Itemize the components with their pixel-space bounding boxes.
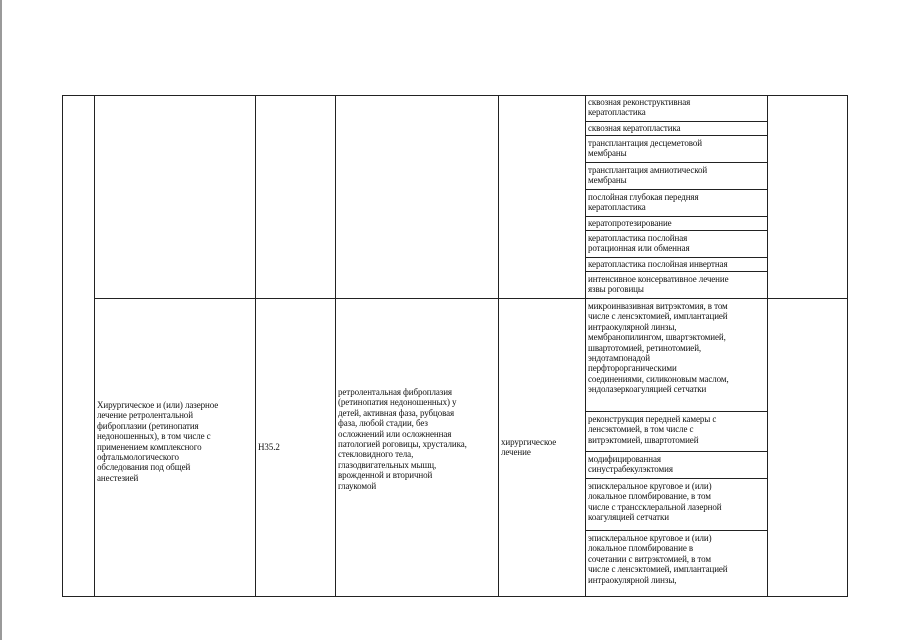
col-border-3	[335, 95, 336, 597]
method-divider	[586, 230, 767, 231]
col-border-6	[767, 95, 768, 597]
method-text: трансплантация десцеметовой мембраны	[588, 138, 702, 159]
method-divider	[586, 216, 767, 217]
col-border-2	[255, 95, 256, 597]
icd-code: H35.2	[258, 442, 280, 452]
method-text: кератопластика послойная инвертная	[588, 259, 728, 269]
patient-model: ретролентальная фиброплазия (ретинопатия недоношенных) у детей, активная фаза, рубцовая фаза, любой стадии, без осложнений или осложненная патологией роговицы, хрусталика, стекловидного тела, глазодвигательных мышц, врожденной и вторичной глаукомой	[338, 387, 467, 491]
method-divider	[586, 162, 767, 163]
col-border-5	[585, 95, 586, 597]
method-text: эписклеральное круговое и (или) локальное пломбирование в сочетании с витрэктомией, в том числе с ленсэктомией, имплантацией интраокулярной линзы,	[588, 533, 728, 585]
method-divider	[586, 121, 767, 122]
table-top-border	[62, 95, 848, 96]
method-text: кератопротезирование	[588, 218, 672, 228]
method-text: интенсивное консервативное лечение язвы роговицы	[588, 274, 729, 295]
table-bottom-border	[62, 596, 848, 597]
method-text: кератопластика послойная ротационная или обменная	[588, 233, 690, 254]
method-divider	[586, 411, 767, 412]
treatment-name: Хирургическое и (или) лазерное лечение ретролентальной фиброплазии (ретинопатия недоношенных), в том числе с применением комплексного офтальмологического обследования под общей анестезией	[97, 400, 219, 483]
method-divider	[586, 451, 767, 452]
col-border-1	[94, 95, 95, 597]
method-text: реконструкция передней камеры с ленсэктомией, в том числе с витрэктомией, швартотомией	[588, 414, 717, 445]
method-text: эписклеральное круговое и (или) локальное пломбирование, в том числе с транссклеральной лазерной коагуляцией сетчатки	[588, 481, 722, 523]
treatment-type: хирургическое лечение	[501, 437, 557, 458]
method-divider	[586, 478, 767, 479]
method-divider	[586, 257, 767, 258]
method-divider	[586, 271, 767, 272]
col-border-0	[62, 95, 63, 597]
row-divider	[94, 298, 848, 299]
method-text: послойная глубокая передняя кератопластика	[588, 192, 699, 213]
method-text: сквозная кератопластика	[588, 123, 681, 133]
method-divider	[586, 135, 767, 136]
method-text: трансплантация амниотической мембраны	[588, 165, 708, 186]
method-text: сквозная реконструктивная кератопластика	[588, 97, 691, 118]
method-text: модифицированная синустрабекулэктомия	[588, 454, 673, 475]
method-divider	[586, 530, 767, 531]
method-text: микроинвазивная витрэктомия, в том числе с ленсэктомией, имплантацией интраокулярной линзы, мембранопилингом, швартэктомией, швартотомией, ретинотомией, эндотампонадой перфторорганическими соединениями, силиконовым маслом, эндолазеркоагуляцией сетчатки	[588, 301, 729, 395]
method-divider	[586, 189, 767, 190]
col-border-4	[498, 95, 499, 597]
col-border-7	[847, 95, 848, 597]
